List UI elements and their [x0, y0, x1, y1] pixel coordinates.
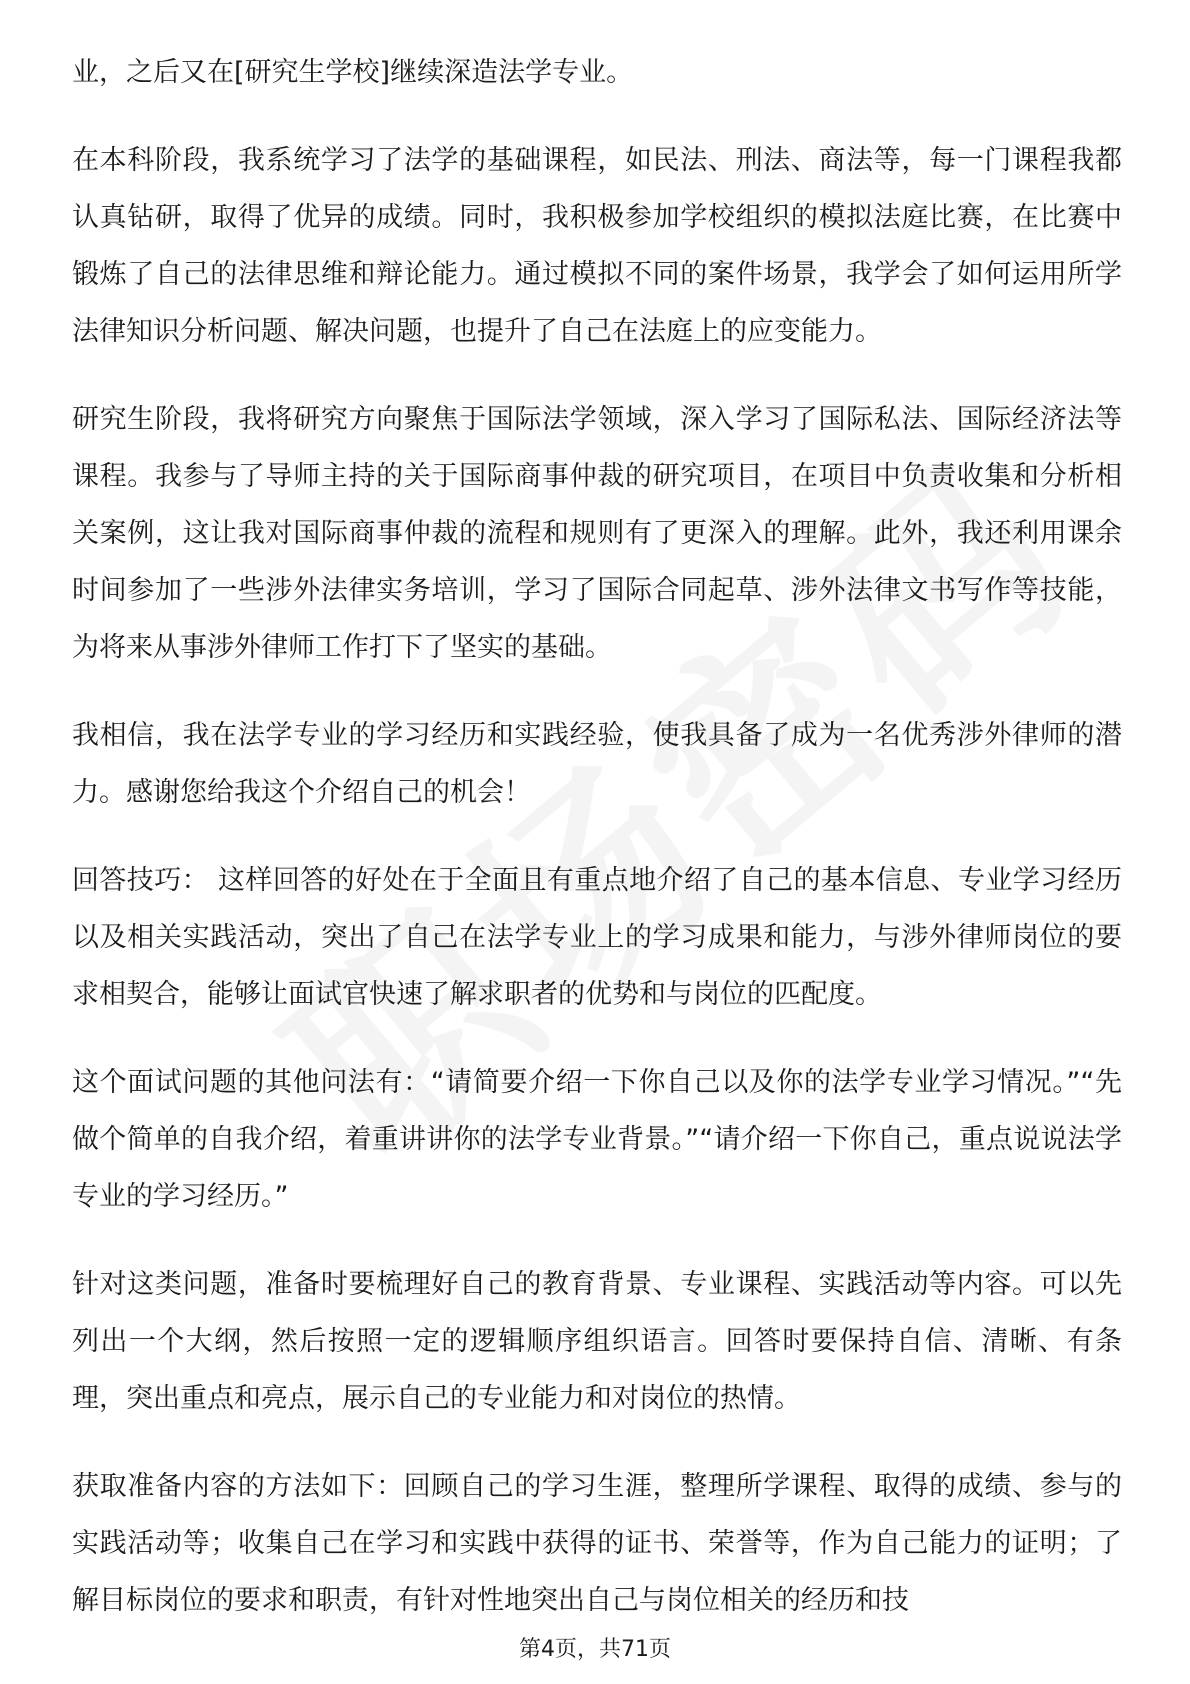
paragraph-6: 这个面试问题的其他问法有：“请简要介绍一下你自己以及你的法学专业学习情况。”“先做个简单的自我介绍，着重讲讲你的法学专业背景。”“请介绍一下你自己，重点说说法学专业的学习经历。” — [72, 1067, 1122, 1212]
paragraph-3: 研究生阶段，我将研究方向聚焦于国际法学领域，深入学习了国际私法、国际经济法等课程。我参与了导师主持的关于国际商事仲裁的研究项目，在项目中负责收集和分析相关案例，这让我对国际商事仲裁的流程和规则有了更深入的理解。此外，我还利用课余时间参加了一些涉外法律实务培训，学习了国际合同起草、涉外法律文书写作等技能，为将来从事涉外律师工作打下了坚实的基础。 — [72, 404, 1122, 663]
page-number: 第4页，共71页 — [519, 1637, 671, 1662]
paragraph-8: 获取准备内容的方法如下：回顾自己的学习生涯，整理所学课程、取得的成绩、参与的实践活动等；收集自己在学习和实践中获得的证书、荣誉等，作为自己能力的证明；了解目标岗位的要求和职责，有针对性地突出自己与岗位相关的经历和技 — [72, 1471, 1122, 1616]
document-body — [72, 44, 1122, 1660]
paragraph-2: 在本科阶段，我系统学习了法学的基础课程，如民法、刑法、商法等，每一门课程我都认真钻研，取得了优异的成绩。同时，我积极参加学校组织的模拟法庭比赛，在比赛中锻炼了自己的法律思维和辩论能力。通过模拟不同的案件场景，我学会了如何运用所学法律知识分析问题、解决问题，也提升了自己在法庭上的应变能力。 — [72, 145, 1122, 347]
paragraph-7: 针对这类问题，准备时要梳理好自己的教育背景、专业课程、实践活动等内容。可以先列出一个大纲，然后按照一定的逻辑顺序组织语言。回答时要保持自信、清晰、有条理，突出重点和亮点，展示自己的专业能力和对岗位的热情。 — [72, 1269, 1122, 1414]
paragraph-5: 回答技巧： 这样回答的好处在于全面且有重点地介绍了自己的基本信息、专业学习经历以及相关实践活动，突出了自己在法学专业上的学习成果和能力，与涉外律师岗位的要求相契合，能够让面试官快速了解求职者的优势和与岗位的匹配度。 — [72, 865, 1122, 1010]
paragraph-1: 业，之后又在[研究生学校]继续深造法学专业。 — [72, 57, 634, 88]
paragraph-4: 我相信，我在法学专业的学习经历和实践经验，使我具备了成为一名优秀涉外律师的潜力。感谢您给我这个介绍自己的机会！ — [72, 720, 1122, 808]
